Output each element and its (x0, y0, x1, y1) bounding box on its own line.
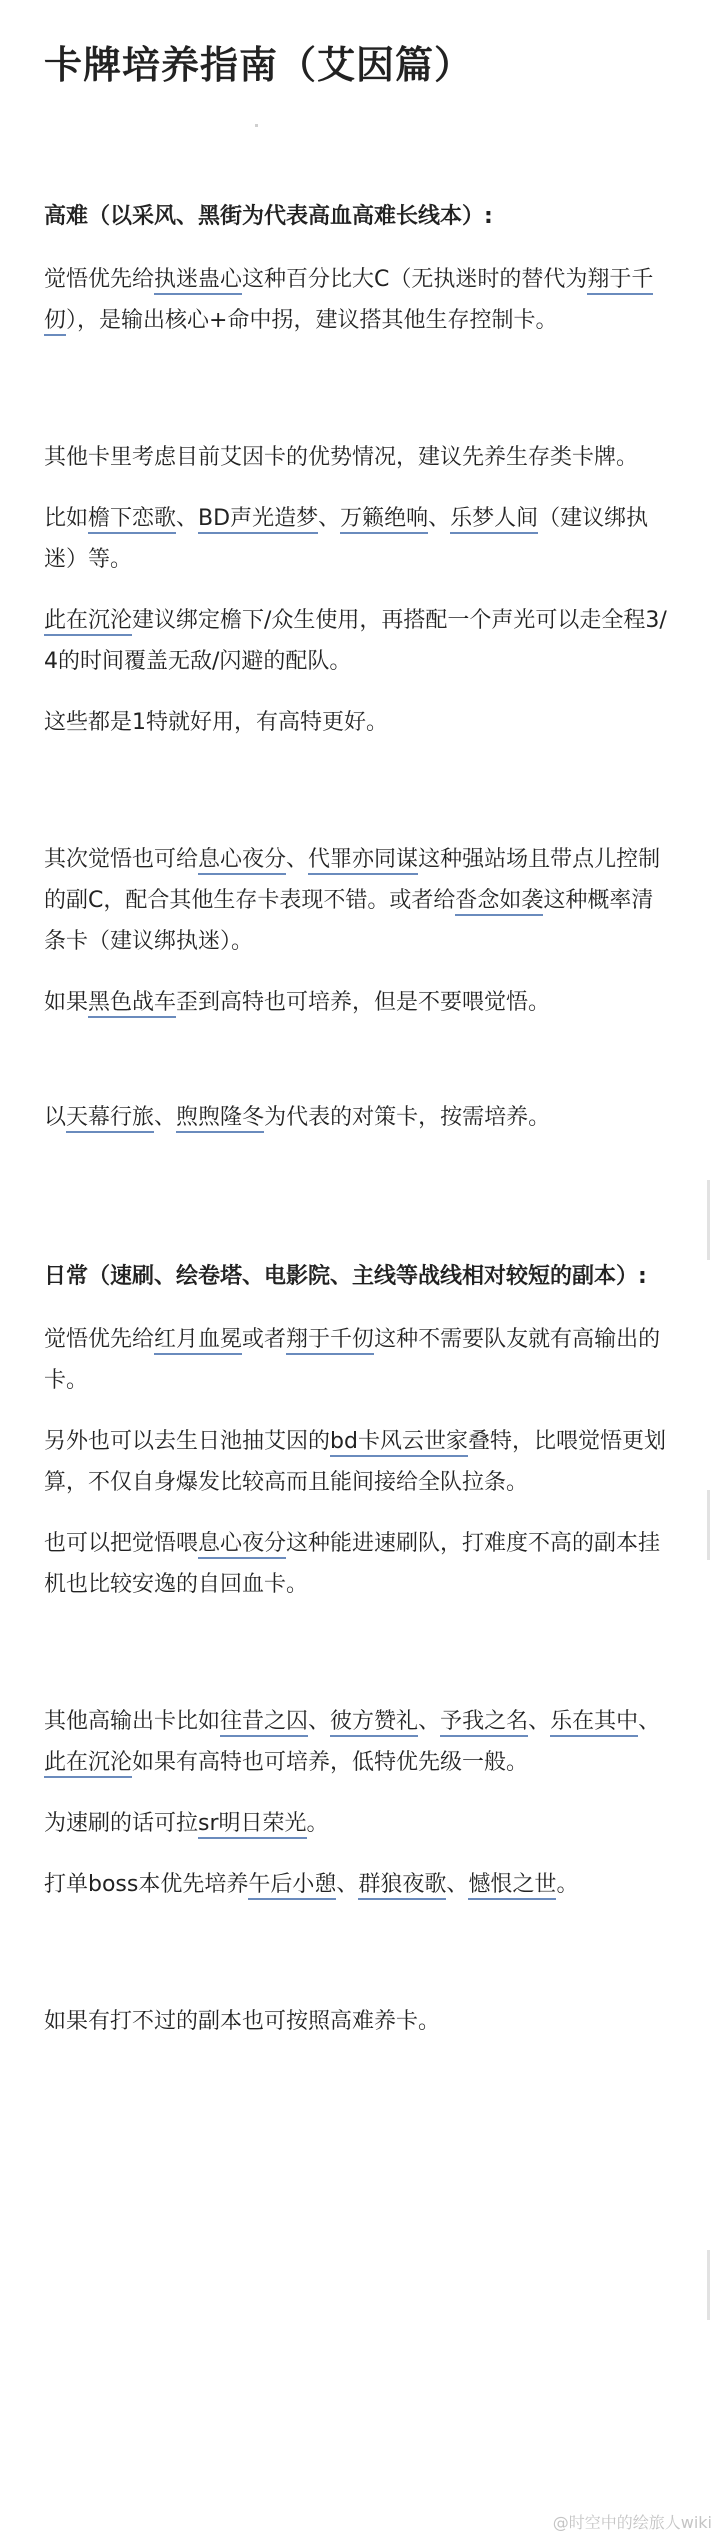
section-heading-daily: 日常（速刷、绘卷塔、电影院、主线等战线相对较短的副本）: (44, 1264, 647, 1289)
section-heading-hard: 高难（以采风、黑街为代表高血高难长线本）: (44, 204, 493, 229)
card-link-xiangyuqianren[interactable]: 翔于千仞 (44, 267, 653, 336)
text: 、 (176, 506, 199, 531)
card-link-cizaichenlun[interactable]: 此在沉沦 (44, 1750, 132, 1778)
card-link-bd-fengyunshijia[interactable]: bd卡风云世家 (330, 1429, 468, 1457)
hard-paragraph-2: 其他卡里考虑目前艾因卡的优势情况，建议先养生存类卡牌。 (44, 445, 639, 470)
daily-paragraph-7: 如果有打不过的副本也可按照高难养卡。 (44, 2009, 441, 2034)
hard-paragraph-7 (44, 982, 672, 1023)
text: 觉悟优先给 (44, 1327, 155, 1352)
card-link-yuwozhiming[interactable]: 予我之名 (440, 1709, 528, 1737)
decorative-dot (255, 124, 258, 127)
card-link-wuhouxiaoqi[interactable]: 午后小憩 (248, 1872, 336, 1900)
text: 、 (528, 1709, 551, 1734)
card-link-tanianruxi[interactable]: 沓念如袭 (455, 888, 543, 916)
hard-paragraph-4 (44, 600, 672, 682)
text: 另外也可以去生日池抽艾因的 (44, 1429, 331, 1454)
text: 觉悟优先给 (44, 267, 155, 292)
card-link-bd-shengguangzaomeng[interactable]: BD声光造梦 (198, 506, 318, 534)
card-link-tianmuxinglv[interactable]: 天幕行旅 (66, 1105, 154, 1133)
text: 、 (286, 847, 309, 872)
card-link-lezaiqizhong[interactable]: 乐在其中 (550, 1709, 638, 1737)
daily-paragraph-1 (44, 1319, 672, 1401)
card-link-hanhenzhishi[interactable]: 憾恨之世 (468, 1872, 556, 1900)
card-link-bifangzanli[interactable]: 彼方赞礼 (330, 1709, 418, 1737)
hard-paragraph-3 (44, 498, 672, 580)
text: 这种概率清条卡（建议绑执迷）。 (44, 888, 654, 954)
text: 、 (428, 506, 451, 531)
text: 、 (638, 1709, 661, 1734)
daily-paragraph-4 (44, 1701, 672, 1783)
text: 、 (308, 1709, 331, 1734)
hard-paragraph-6 (44, 839, 672, 962)
text: 比如 (44, 506, 89, 531)
card-link-xiangyuqianren[interactable]: 翔于千仞 (286, 1327, 374, 1355)
text: 其次觉悟也可给 (44, 847, 199, 872)
card-link-zhimigux[interactable]: 执迷蛊心 (154, 267, 242, 295)
hard-paragraph-1 (44, 259, 672, 341)
daily-paragraph-5 (44, 1803, 672, 1844)
card-link-xixinyefen[interactable]: 息心夜分 (198, 847, 286, 875)
text: 这种强站场且带点儿控制的副C，配合其他生存卡表现不错。或者给 (44, 847, 661, 913)
card-link-hongyuexuemian[interactable]: 红月血冕 (154, 1327, 242, 1355)
card-link-yanxialiange[interactable]: 檐下恋歌 (88, 506, 176, 534)
card-link-wangxizhiqiu[interactable]: 往昔之囚 (220, 1709, 308, 1737)
card-link-qunlangyege[interactable]: 群狼夜歌 (358, 1872, 446, 1900)
page-title: 卡牌培养指南（艾因篇） (44, 43, 474, 87)
card-link-sr-mingrirongguang[interactable]: sr明日荣光 (198, 1811, 307, 1839)
card-link-daizuiyitongmou[interactable]: 代罪亦同谋 (308, 847, 418, 875)
text: 、 (318, 506, 341, 531)
scroll-indicator (707, 2250, 710, 2320)
text: 。 (556, 1872, 579, 1897)
text: 。 (306, 1811, 329, 1836)
text: 、 (336, 1872, 359, 1897)
text: 这种不需要队友就有高输出的卡。 (44, 1327, 661, 1393)
text: 这种百分比大C（无执迷时的替代为 (242, 267, 588, 292)
card-link-cizaichenlun[interactable]: 此在沉沦 (44, 608, 132, 636)
hard-paragraph-5: 这些都是1特就好用，有高特更好。 (44, 710, 388, 735)
text: 或者 (242, 1327, 287, 1352)
text: 打单boss本优先培养 (44, 1872, 249, 1897)
text: 为速刷的话可拉 (44, 1811, 199, 1836)
scroll-indicator (707, 1180, 710, 1260)
article-body (44, 196, 672, 2042)
text: 如果有高特也可培养，低特优先级一般。 (132, 1750, 529, 1775)
daily-paragraph-3 (44, 1523, 672, 1605)
hard-paragraph-8 (44, 1097, 672, 1138)
text: 建议绑定檐下/众生使用，再搭配一个声光可以走全程3/4的时间覆盖无敌/闪避的配队。 (44, 608, 667, 674)
text: 、 (418, 1709, 441, 1734)
text: 也可以把觉悟喂 (44, 1531, 199, 1556)
text: 歪到高特也可培养，但是不要喂觉悟。 (176, 990, 551, 1015)
scroll-indicator (707, 1490, 710, 1560)
text: 为代表的对策卡，按需培养。 (264, 1105, 551, 1130)
card-link-xixinyefen[interactable]: 息心夜分 (198, 1531, 286, 1559)
card-link-wanlaijuexiang[interactable]: 万籁绝响 (340, 506, 428, 534)
watermark: @时空中的绘旅人wiki (552, 2513, 712, 2532)
text: ），是输出核心+命中拐，建议搭其他生存控制卡。 (66, 308, 558, 333)
text: 、 (154, 1105, 177, 1130)
text: 这种能进速刷队，打难度不高的副本挂机也比较安逸的自回血卡。 (44, 1531, 661, 1597)
daily-paragraph-6 (44, 1864, 672, 1905)
text: 其他高输出卡比如 (44, 1709, 221, 1734)
card-link-lemengrenjian[interactable]: 乐梦人间 (450, 506, 538, 534)
text: 以 (44, 1105, 67, 1130)
card-link-heisezhanche[interactable]: 黑色战车 (88, 990, 176, 1018)
card-link-xuxulongdong[interactable]: 煦煦隆冬 (176, 1105, 264, 1133)
daily-paragraph-2 (44, 1421, 672, 1503)
text: 、 (446, 1872, 469, 1897)
text: 如果 (44, 990, 89, 1015)
text: 叠特，比喂觉悟更划算，不仅自身爆发比较高而且能间接给全队拉条。 (44, 1429, 666, 1495)
text: （建议绑执迷）等。 (44, 506, 649, 572)
